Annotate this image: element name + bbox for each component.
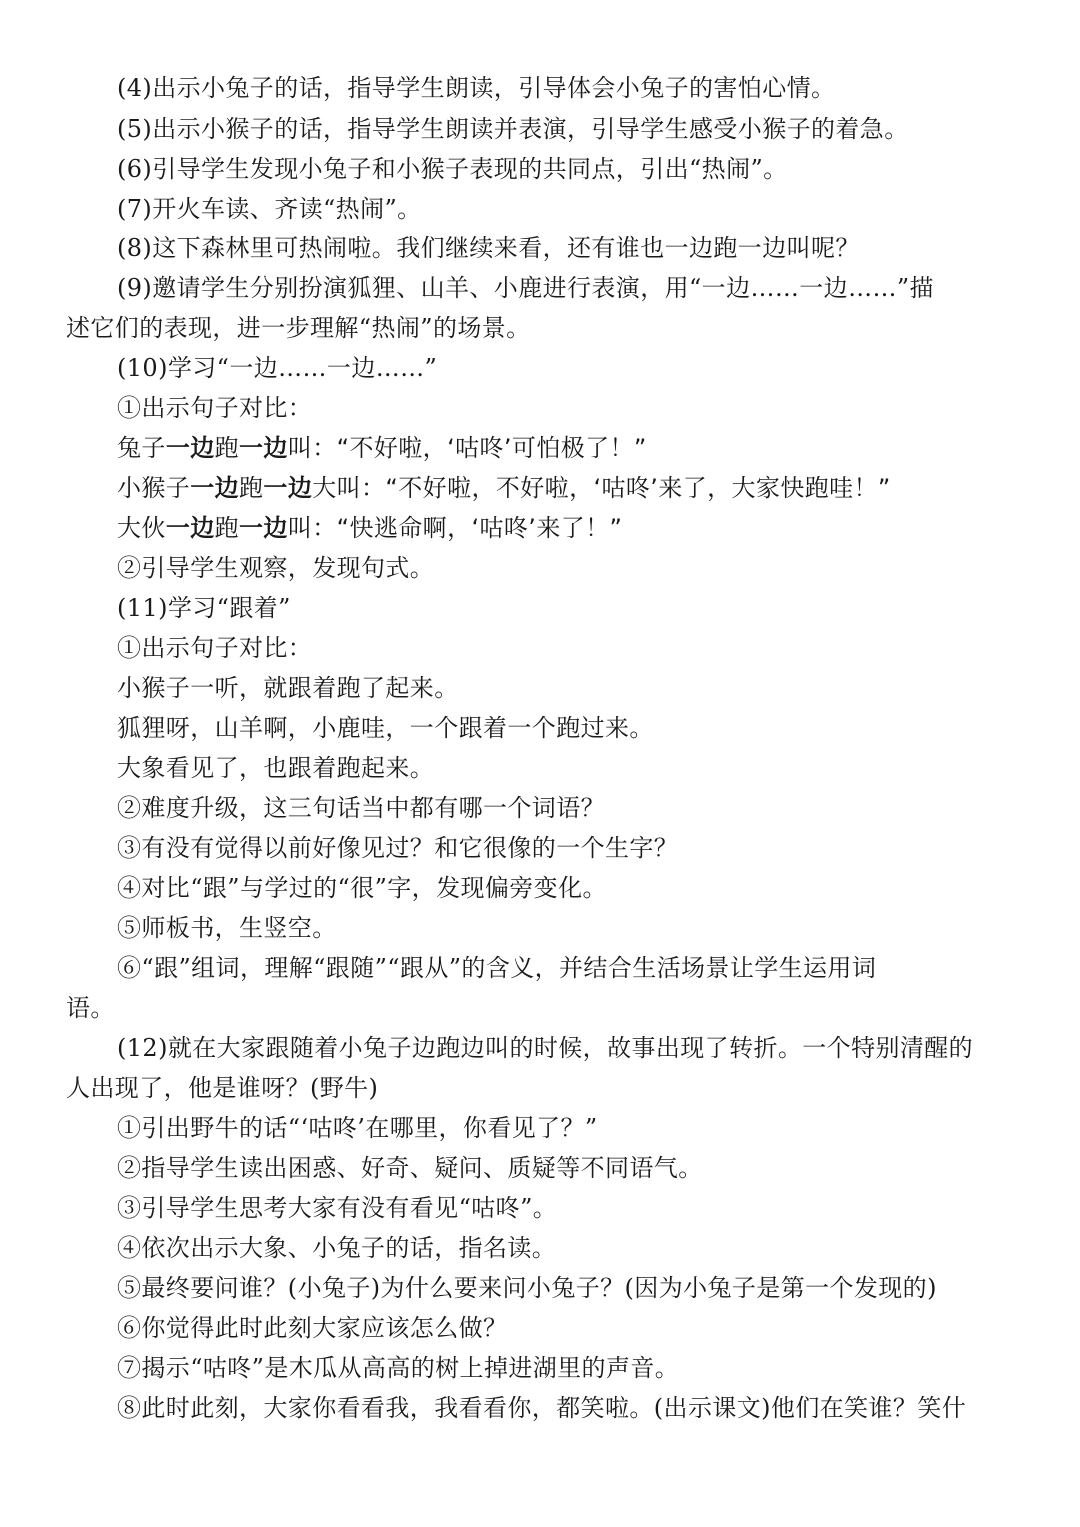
paragraph-line: ④对比“跟”与学过的“很”字，发现偏旁变化。 xyxy=(117,874,607,902)
paragraph-line: ⑤最终要问谁？(小兔子)为什么要来问小兔子？(因为小兔子是第一个发现的) xyxy=(117,1274,937,1302)
paragraph-line: ②指导学生读出困惑、好奇、疑问、质疑等不同语气。 xyxy=(117,1154,703,1182)
paragraph-line: ③引导学生思考大家有没有看见“咕咚”。 xyxy=(117,1194,558,1222)
paragraph-line: (7)开火车读、齐读“热闹”。 xyxy=(117,195,422,223)
paragraph-line: 语。 xyxy=(66,994,115,1022)
example-sentence: 小猴子一边跑一边大叫：“不好啦，不好啦，‘咕咚’来了，大家快跑哇！” xyxy=(117,474,891,502)
paragraph-line: ⑤师板书，生竖空。 xyxy=(117,914,337,942)
paragraph-line: ③有没有觉得以前好像见过？和它很像的一个生字？ xyxy=(117,834,679,862)
paragraph-line: ⑦揭示“咕咚”是木瓜从高高的树上掉进湖里的声音。 xyxy=(117,1354,680,1382)
paragraph-line: ①出示句子对比： xyxy=(117,394,313,422)
paragraph-line: ①出示句子对比： xyxy=(117,634,313,662)
paragraph-line: (8)这下森林里可热闹啦。我们继续来看，还有谁也一边跑一边叫呢？ xyxy=(117,234,860,262)
paragraph-line: ⑥“跟”组词，理解“跟随”“跟从”的含义，并结合生活场景让学生运用词 xyxy=(117,954,877,982)
paragraph-line: ④依次出示大象、小兔子的话，指名读。 xyxy=(117,1234,557,1262)
section-heading: (10)学习“一边……一边……” xyxy=(117,354,438,382)
example-sentence: 小猴子一听，就跟着跑了起来。 xyxy=(117,674,459,702)
paragraph-line: 述它们的表现，进一步理解“热闹”的场景。 xyxy=(66,314,531,342)
paragraph-line: ⑧此时此刻，大家你看看我，我看看你，都笑啦。(出示课文)他们在笑谁？笑什 xyxy=(117,1394,967,1422)
section-heading: (12)就在大家跟随着小兔子边跑边叫的时候，故事出现了转折。一个特别清醒的 xyxy=(117,1034,974,1062)
example-sentence: 大象看见了，也跟着跑起来。 xyxy=(117,754,435,782)
paragraph-line: ⑥你觉得此时此刻大家应该怎么做？ xyxy=(117,1314,508,1342)
paragraph-line: (6)引导学生发现小兔子和小猴子表现的共同点，引出“热闹”。 xyxy=(117,155,788,183)
paragraph-line: ②引导学生观察，发现句式。 xyxy=(117,554,435,582)
example-sentence: 大伙一边跑一边叫：“快逃命啊，‘咕咚’来了！” xyxy=(117,514,623,542)
example-sentence: 兔子一边跑一边叫：“不好啦，‘咕咚’可怕极了！” xyxy=(117,434,647,462)
paragraph-line: (9)邀请学生分别扮演狐狸、山羊、小鹿进行表演，用“一边……一边……”描 xyxy=(117,274,934,302)
example-sentence: 狐狸呀，山羊啊，小鹿哇，一个跟着一个跑过来。 xyxy=(117,714,654,742)
paragraph-line: ②难度升级，这三句话当中都有哪一个词语？ xyxy=(117,794,605,822)
paragraph-line: ①引出野牛的话“‘咕咚’在哪里，你看见了？” xyxy=(117,1114,598,1142)
paragraph-line: (4)出示小兔子的话，指导学生朗读，引导体会小兔子的害怕心情。 xyxy=(117,74,836,102)
paragraph-line: 人出现了，他是谁呀？(野牛) xyxy=(66,1074,379,1102)
paragraph-line: (5)出示小猴子的话，指导学生朗读并表演，引导学生感受小猴子的着急。 xyxy=(117,115,909,143)
section-heading: (11)学习“跟着” xyxy=(117,594,291,622)
